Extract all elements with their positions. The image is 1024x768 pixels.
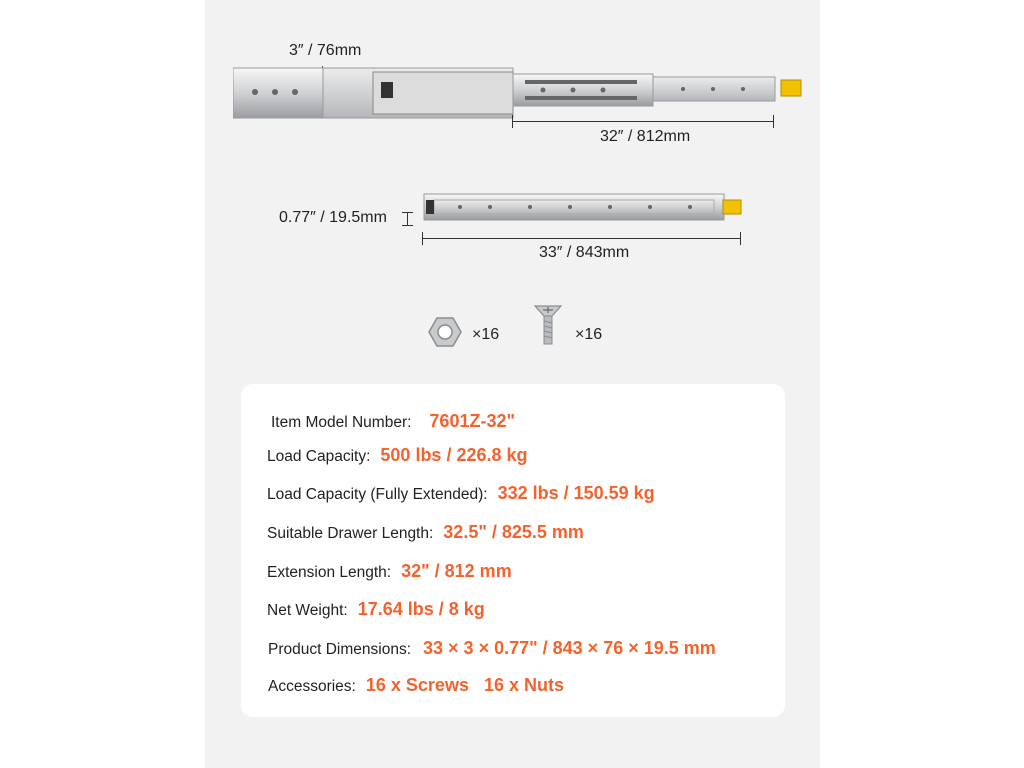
spec-row-accessories [268, 675, 564, 696]
length-dimension-label: 33″ / 843mm [539, 244, 630, 261]
extended-rail-image [233, 60, 808, 130]
spec-label: Net Weight: [267, 602, 348, 619]
spec-value: 32.5" / 825.5 mm [443, 522, 584, 542]
spec-label: Suitable Drawer Length: [267, 525, 434, 542]
length-tick-left [422, 232, 423, 245]
spec-row-model [271, 411, 515, 432]
length-tick-right [740, 232, 741, 245]
thickness-dimension-line [407, 212, 408, 226]
spec-label: Item Model Number: [271, 414, 412, 431]
spec-row-load-capacity-extended [267, 483, 655, 504]
spec-value: 17.64 lbs / 8 kg [357, 599, 485, 619]
spec-row-extension-length [267, 561, 512, 582]
spec-value: 332 lbs / 150.59 kg [497, 483, 655, 503]
spec-row-net-weight [267, 599, 485, 620]
spec-card [241, 384, 785, 717]
spec-value: 7601Z-32" [429, 411, 516, 431]
spec-label: Load Capacity (Fully Extended): [267, 486, 488, 503]
spec-row-load-capacity [267, 445, 528, 466]
extension-tick-left [512, 115, 513, 128]
spec-label: Product Dimensions: [268, 641, 412, 658]
spec-label: Accessories: [268, 678, 356, 695]
screw-count: ×16 [575, 326, 603, 343]
nut-icon [428, 316, 462, 348]
thickness-tick-bottom [402, 225, 413, 226]
spec-label: Load Capacity: [267, 448, 371, 465]
extension-tick-right [773, 115, 774, 128]
screw-icon [534, 304, 562, 346]
nut-count: ×16 [472, 326, 500, 343]
spec-value: 32" / 812 mm [401, 561, 512, 581]
extension-dimension-label: 32″ / 812mm [600, 128, 691, 145]
thickness-tick-top [402, 212, 413, 213]
spec-row-dimensions [268, 638, 716, 659]
thickness-dimension-label: 0.77″ / 19.5mm [279, 209, 387, 226]
closed-rail-image [420, 190, 750, 226]
width-dimension-label: 3″ / 76mm [289, 42, 362, 59]
extension-dimension-line [512, 121, 774, 122]
spec-row-drawer-length [267, 522, 584, 543]
spec-value: 500 lbs / 226.8 kg [380, 445, 528, 465]
spec-label: Extension Length: [267, 564, 392, 581]
spec-value: 16 x Screws 16 x Nuts [365, 675, 564, 695]
spec-value: 33 × 3 × 0.77" / 843 × 76 × 19.5 mm [423, 638, 716, 658]
length-dimension-line [422, 238, 741, 239]
